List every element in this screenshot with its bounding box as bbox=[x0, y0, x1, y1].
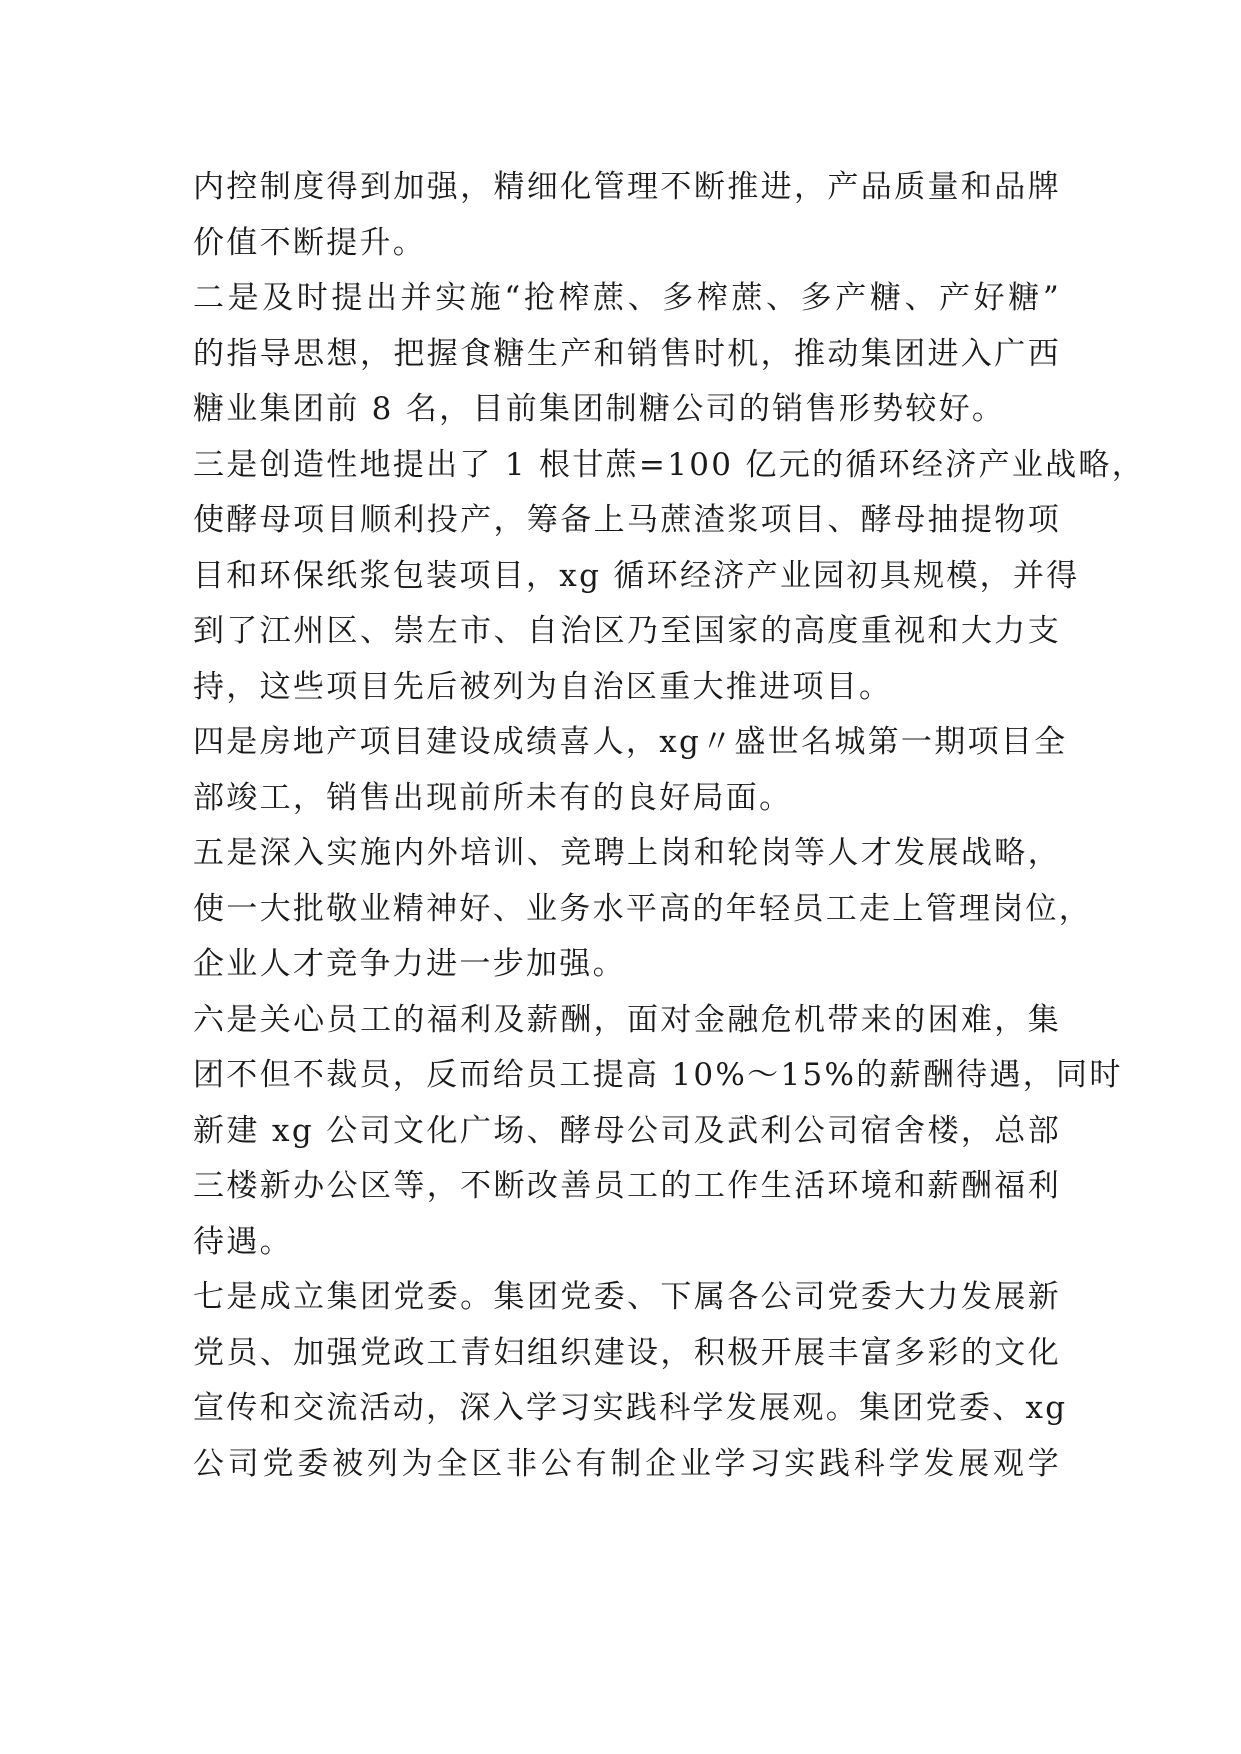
paragraph-1 bbox=[193, 160, 1061, 271]
text-line: 五是深入实施内外培训、竞聘上岗和轮岗等人才发展战略， bbox=[193, 835, 1061, 871]
text-line: 价值不断提升。 bbox=[193, 224, 427, 261]
paragraph-3 bbox=[193, 438, 1146, 716]
paragraph-4 bbox=[193, 715, 1068, 826]
paragraph-7 bbox=[193, 1270, 1068, 1492]
text-line: 使酵母项目顺利投产，筹备上马蔗渣浆项目、酵母抽提物项 bbox=[193, 502, 1061, 538]
text-line: 公司党委被列为全区非公有制企业学习实践科学发展观学 bbox=[193, 1445, 1061, 1482]
paragraph-5 bbox=[193, 826, 1093, 993]
text-line: 三是创造性地提出了 1 根甘蔗=100 亿元的循环经济产业战略， bbox=[193, 446, 1146, 483]
text-line: 七是成立集团党委。集团党委、下属各公司党委大力发展新 bbox=[193, 1279, 1061, 1315]
text-line: 目和环保纸浆包装项目，xg 循环经济产业园初具规模，并得 bbox=[193, 557, 1080, 594]
text-line: 宣传和交流活动，深入学习实践科学发展观。集团党委、xg bbox=[193, 1390, 1068, 1426]
text-line: 六是关心员工的福利及薪酬，面对金融危机带来的困难，集 bbox=[193, 1001, 1061, 1038]
text-line: 内控制度得到加强，精细化管理不断推进，产品质量和品牌 bbox=[193, 169, 1061, 205]
text-line: 的指导思想，把握食糖生产和销售时机，推动集团进入广西 bbox=[193, 335, 1061, 372]
text-line: 团不但不裁员，反而给员工提高 10%～15%的薪酬待遇，同时 bbox=[193, 1057, 1123, 1093]
text-line: 四是房地产项目建设成绩喜人，xg〃盛世名城第一期项目全 bbox=[193, 724, 1068, 760]
text-line: 二是及时提出并实施“抢榨蔗、多榨蔗、多产糖、产好糖” bbox=[193, 280, 1061, 316]
text-line: 党员、加强党政工青妇组织建设，积极开展丰富多彩的文化 bbox=[193, 1334, 1061, 1371]
text-line: 糖业集团前 8 名，目前集团制糖公司的销售形势较好。 bbox=[193, 391, 1006, 427]
text-line: 持，这些项目先后被列为自治区重大推进项目。 bbox=[193, 668, 893, 705]
text-line: 部竣工，销售出现前所未有的良好局面。 bbox=[193, 779, 793, 816]
text-line: 企业人才竞争力进一步加强。 bbox=[193, 946, 626, 982]
text-line: 待遇。 bbox=[193, 1223, 293, 1260]
text-line: 新建 xg 公司文化广场、酵母公司及武利公司宿舍楼，总部 bbox=[193, 1112, 1061, 1149]
text-line: 三楼新办公区等，不断改善员工的工作生活环境和薪酬福利 bbox=[193, 1168, 1061, 1204]
paragraph-2 bbox=[193, 271, 1061, 438]
text-line: 到了江州区、崇左市、自治区乃至国家的高度重视和大力支 bbox=[193, 613, 1061, 649]
text-line: 使一大批敬业精神好、业务水平高的年轻员工走上管理岗位， bbox=[193, 890, 1093, 927]
paragraph-6 bbox=[193, 993, 1123, 1271]
document-body bbox=[193, 160, 1146, 1492]
